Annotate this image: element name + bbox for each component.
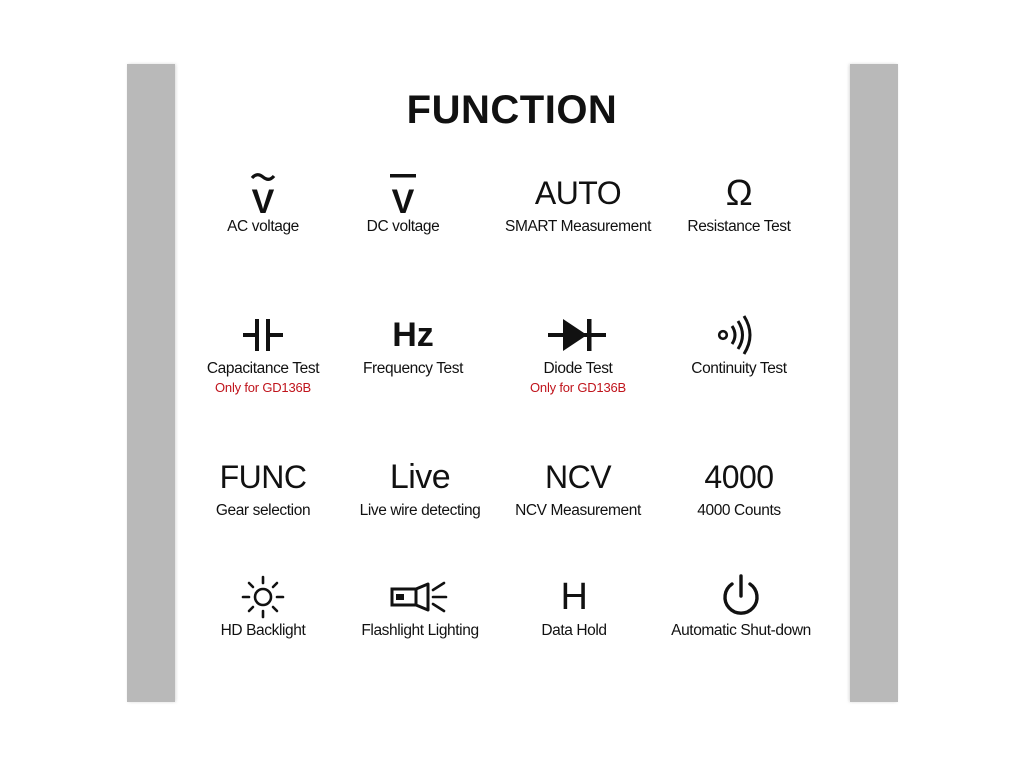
hz-symbol: Hz: [392, 315, 434, 354]
flashlight-icon: [345, 572, 495, 622]
counts-symbol: 4000: [704, 458, 774, 495]
function-label: Frequency Test: [362, 360, 464, 377]
diode-icon: [503, 310, 653, 360]
function-frequency: [338, 310, 488, 378]
function-data-hold: [499, 572, 649, 640]
ac-voltage-icon: [188, 168, 338, 218]
live-symbol: Live: [389, 457, 451, 496]
function-live: [345, 452, 495, 520]
ohm-icon: Ω: [725, 172, 753, 213]
dc-voltage-icon: [328, 168, 478, 218]
ncv-symbol: NCV: [544, 458, 612, 495]
function-label: Flashlight Lighting: [361, 622, 479, 639]
left-side-bar: [127, 64, 175, 702]
continuity-sound-icon: [664, 310, 814, 360]
function-capacitance: [188, 310, 338, 395]
function-label: HD Backlight: [220, 622, 306, 639]
function-label: Automatic Shut-down: [671, 622, 811, 639]
function-label: NCV Measurement: [515, 502, 641, 519]
function-auto: [503, 168, 653, 236]
function-backlight: [188, 572, 338, 640]
function-flashlight: [345, 572, 495, 640]
func-symbol: FUNC: [219, 458, 307, 495]
function-label: Diode Test: [543, 360, 613, 377]
function-label: 4000 Counts: [697, 502, 781, 519]
function-func: [188, 452, 338, 520]
model-note: Only for GD136B: [530, 380, 626, 395]
function-diode: [503, 310, 653, 395]
page-title: FUNCTION: [406, 88, 618, 132]
function-ncv: [503, 452, 653, 520]
function-label: Resistance Test: [687, 218, 791, 235]
function-resistance: [664, 168, 814, 236]
function-label: Gear selection: [215, 502, 311, 519]
function-dc-voltage: [328, 168, 478, 236]
dc-voltage-symbol: V: [391, 183, 415, 218]
model-note: Only for GD136B: [215, 380, 311, 395]
function-label: Live wire detecting: [359, 502, 481, 519]
function-ac-voltage: [188, 168, 338, 236]
function-label: DC voltage: [366, 218, 440, 235]
function-auto-shutdown: [666, 572, 816, 640]
capacitor-icon: [188, 310, 338, 360]
function-label: AC voltage: [227, 218, 299, 235]
function-continuity: [664, 310, 814, 378]
function-label: SMART Measurement: [505, 218, 651, 235]
ac-voltage-symbol: V: [251, 183, 275, 218]
function-label: Data Hold: [541, 622, 607, 639]
sun-backlight-icon: [188, 572, 338, 622]
function-label: Continuity Test: [691, 360, 787, 377]
power-icon: [666, 572, 816, 622]
function-counts: [664, 452, 814, 520]
hold-symbol: H: [560, 575, 588, 618]
auto-symbol: AUTO: [534, 174, 622, 211]
right-side-bar: [850, 64, 898, 702]
function-label: Capacitance Test: [206, 360, 320, 377]
